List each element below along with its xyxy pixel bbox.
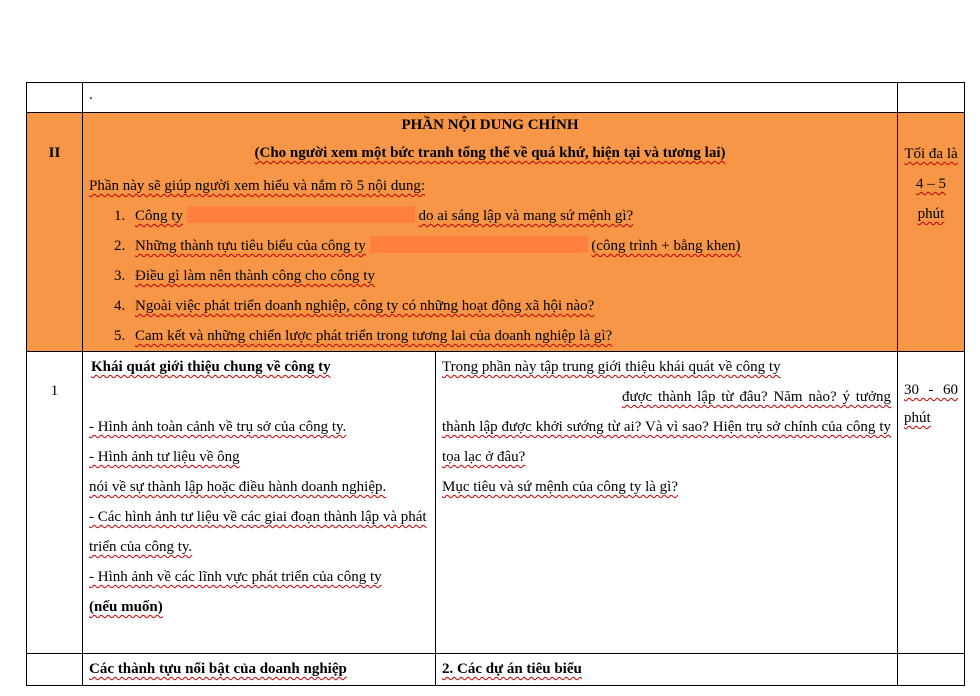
right-body: được thành lập từ đâu? Năm nào? ý tưởng thành lập được khởi sướng từ ai? Và vì sao? Hiện trụ sở chính của công ty tọa lạc ở đâu? xyxy=(442,389,891,465)
list-item: 4. Ngoài việc phát triển doanh nghiệp, công ty có những hoạt động xã hội nào? xyxy=(129,291,891,321)
row-time xyxy=(898,83,965,113)
row-right-content xyxy=(436,352,898,654)
redaction-box xyxy=(187,206,415,223)
row-time xyxy=(898,654,965,686)
list-item: 1. Công ty do ai sáng lập và mang sứ mệnh gì? xyxy=(129,201,891,231)
row-time: 30 - 60 phút xyxy=(898,352,965,654)
row-heading: Khái quát giới thiệu chung về công ty xyxy=(91,359,331,375)
redaction-box xyxy=(370,236,588,253)
list-item: 2. Những thành tựu tiêu biểu của công ty (công trình + bằng khen) xyxy=(129,231,891,261)
row-left-content: Các thành tựu nổi bật của doanh nghiệp xyxy=(83,654,436,686)
left-line: nói về sự thành lập hoặc điều hành doanh nghiệp. xyxy=(89,479,387,495)
right-goal: Mục tiêu và sứ mệnh của công ty là gì? xyxy=(442,479,678,495)
content-table xyxy=(26,82,965,686)
left-line: - Hình ảnh toàn cảnh về trụ sở của công ty. xyxy=(89,419,347,435)
row-left-content xyxy=(83,352,436,654)
section-time: Tối đa là 4 – 5 phút xyxy=(898,113,965,352)
table-row-top xyxy=(27,83,965,113)
section-number: II xyxy=(27,113,83,352)
left-line: - Hình ảnh tư liệu về ông xyxy=(89,449,240,465)
section-title: PHẦN NỘI DUNG CHÍNH xyxy=(401,117,579,133)
table-row-1 xyxy=(27,352,965,654)
row-number xyxy=(27,83,83,113)
list-item: 5. Cam kết và những chiến lược phát triển trong tương lai của doanh nghiệp là gì? xyxy=(129,321,891,351)
row-number xyxy=(27,654,83,686)
section-content xyxy=(83,113,898,352)
row-number: 1 xyxy=(27,352,83,654)
list-item: 3. Điều gì làm nên thành công cho công ty xyxy=(129,261,891,291)
row-content: . xyxy=(83,83,898,113)
left-line: - Hình ảnh về các lĩnh vực phát triển của công ty xyxy=(89,569,382,585)
section-ii-row xyxy=(27,113,965,352)
left-line: (nếu muốn) xyxy=(89,599,163,615)
section-intro: Phần này sẽ giúp người xem hiểu và nắm rõ 5 nội dung: xyxy=(89,178,426,194)
right-intro: Trong phần này tập trung giới thiệu khái quát về công ty xyxy=(442,359,781,375)
section-subtitle: (Cho người xem một bức tranh tổng thể về quá khứ, hiện tại và tương lai) xyxy=(254,145,726,161)
row-right-content: 2. Các dự án tiêu biểu xyxy=(436,654,898,686)
left-line: - Các hình ảnh tư liệu về các giai đoạn thành lập và phát triển của công ty. xyxy=(89,509,427,555)
table-row-2 xyxy=(27,654,965,686)
content-list xyxy=(89,201,891,351)
